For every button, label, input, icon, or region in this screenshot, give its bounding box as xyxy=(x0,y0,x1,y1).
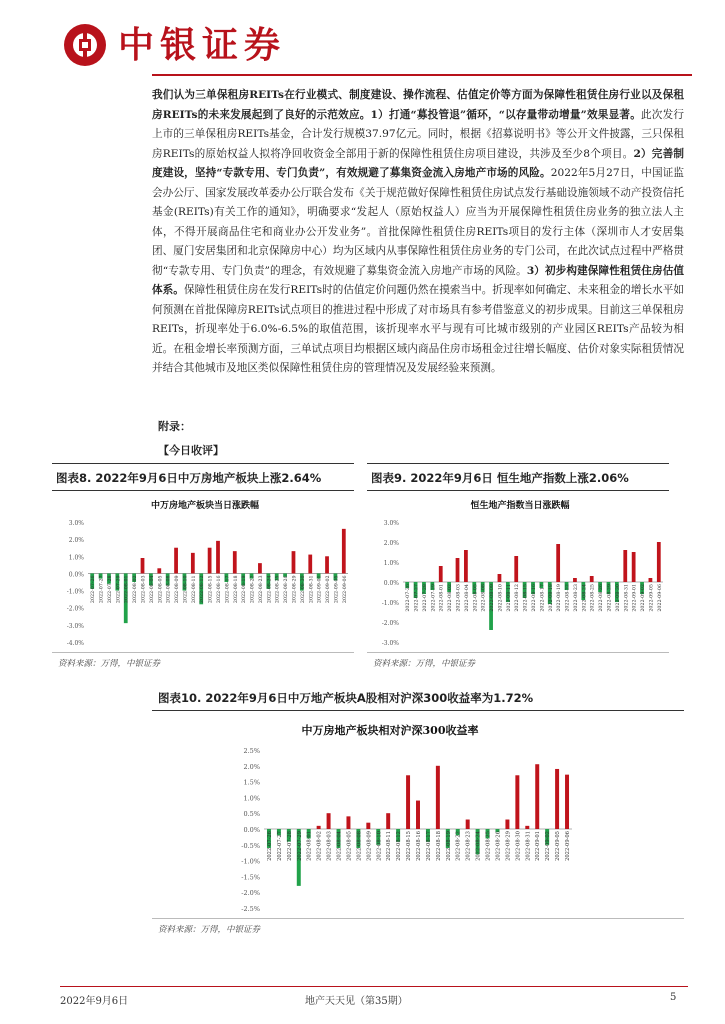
x-tick-label: 2022-08-23 xyxy=(258,575,264,604)
x-tick-label: 2022-08-01 xyxy=(439,584,445,612)
x-tick-label: 2022-08-29 xyxy=(607,584,613,612)
x-tick-label: 2022-08-30 xyxy=(515,831,522,861)
bar xyxy=(590,576,594,582)
x-tick-label: 2022-08-19 xyxy=(445,831,452,861)
x-tick-label: 2022-09-06 xyxy=(565,831,572,861)
x-tick-label: 2022-08-09 xyxy=(175,575,181,604)
fig10-source: 资料来源：万得，中银证券 xyxy=(158,925,261,935)
x-tick-label: 2022-08-11 xyxy=(506,584,512,612)
y-tick-label: -2.0% xyxy=(381,620,399,627)
bar xyxy=(632,552,636,582)
bar xyxy=(342,529,346,574)
x-tick-label: 2022-08-29 xyxy=(292,575,298,604)
x-tick-label: 2022-08-26 xyxy=(284,575,290,604)
fig10-title: 图表10. 2022年9月6日中万地产板块A股相对沪深300收益率为1.72% xyxy=(158,691,534,705)
x-tick-label: 2022-08-26 xyxy=(495,831,502,861)
y-tick-label: 1.5% xyxy=(243,778,260,787)
fig9-bottom-rule xyxy=(367,652,669,653)
x-tick-label: 2022-08-19 xyxy=(557,584,563,612)
chart-title: 中万房地产板块相对沪深300收益率 xyxy=(301,724,479,737)
x-tick-label: 2022-09-02 xyxy=(545,831,552,861)
x-tick-label: 2022-08-12 xyxy=(396,831,403,861)
y-tick-label: 0.0% xyxy=(68,571,84,579)
x-tick-label: 2022-07-29 xyxy=(431,584,437,612)
x-tick-label: 2022-08-04 xyxy=(464,584,470,612)
fig8-top-rule xyxy=(52,463,354,464)
y-tick-label: -1.0% xyxy=(66,588,84,596)
bar xyxy=(623,550,627,582)
x-tick-label: 2022-08-24 xyxy=(475,831,482,861)
fig8-title-rule xyxy=(52,490,354,491)
x-tick-label: 2022-08-08 xyxy=(481,584,487,612)
bar xyxy=(157,568,161,573)
x-tick-label: 2022-08-11 xyxy=(191,575,197,604)
fig10-bottom-rule xyxy=(152,918,684,919)
x-tick-label: 2022-08-10 xyxy=(498,584,504,612)
bar xyxy=(464,550,468,582)
x-tick-label: 2022-08-02 xyxy=(133,575,139,604)
fig9-chart xyxy=(371,494,669,650)
x-tick-label: 2022-07-27 xyxy=(99,575,105,604)
p3-text: 保障性租赁住房在发行REITs时的估值定价问题仍然在摸索当中。折现率如何确定、未来租金的增长水平如何预测在首批保障房REITs试点项目的推进过程中形成了对市场具有参考借鉴意义的初步成果。目前这三单保租房REITs，折现率处于6.0%-6.5%的取值范围，该折现率水平与现有可比城市级别的产业园区REITs产品较为相近。在租金增长率预测方面，三单试点项目均根据区域内商品住房市场租金过往增长幅度、估价对象实际租赁情况并结合其他城市及地区类似保障性租赁住房的管理情况及发展经验来预测。 xyxy=(152,284,685,374)
y-tick-label: -2.5% xyxy=(241,905,260,913)
bar xyxy=(555,769,559,829)
p3-bold-text: 3）初步构建保障性租赁住房估值体系。 xyxy=(152,264,684,296)
bank-logo-icon xyxy=(64,24,106,66)
x-tick-label: 2022-09-01 xyxy=(632,584,638,612)
x-tick-label: 2022-08-17 xyxy=(225,575,231,604)
x-tick-label: 2022-07-29 xyxy=(116,575,122,604)
bar xyxy=(346,816,350,829)
y-tick-label: 3.0% xyxy=(68,520,84,527)
bar xyxy=(466,820,470,829)
fig9-title: 图表9. 2022年9月6日 恒生地产指数上涨2.06% xyxy=(371,471,629,485)
bar xyxy=(416,801,420,829)
y-tick-label: -3.0% xyxy=(381,640,399,647)
y-tick-label: -0.5% xyxy=(241,841,260,850)
p2-text: 2022年5月27日，中国证监会办公厅、国家发展改革委办公厅联合发布《关于规范做好保障性租赁住房试点发行基础设施领域不动产投资信托基金(REITs)有关工作的通知》，明确要求“发起人（原始权益人）应当为开展保障性租赁住房业务的独立法人主体，不得开展商品住宅和商业办公开发业务”。首批保障性租赁住房REITs项目的发行主体（深圳市人才安居集团、厦门安居集团和北京保障房中心）均为区域内从事保障性租赁住房业务的专门公司，在此次试点过程中严格贯彻“专款专用、专门负责”的理念，有效规避了募集资金流入房地产市场的风险。 xyxy=(152,167,685,277)
x-tick-label: 2022-08-05 xyxy=(346,831,353,861)
x-tick-label: 2022-09-02 xyxy=(641,584,647,612)
y-tick-label: 2.0% xyxy=(243,762,260,771)
y-tick-label: -4.0% xyxy=(66,640,84,647)
x-tick-label: 2022-08-02 xyxy=(316,831,323,861)
fig8-source: 资料来源：万得，中银证券 xyxy=(58,659,161,669)
bar xyxy=(498,574,502,582)
y-tick-label: 0.5% xyxy=(243,810,260,819)
x-tick-label: 2022-08-16 xyxy=(217,575,222,604)
x-tick-label: 2022-09-06 xyxy=(657,584,663,612)
bar xyxy=(525,826,529,829)
x-tick-label: 2022-08-25 xyxy=(275,575,281,604)
y-tick-label: 2.0% xyxy=(383,540,399,547)
x-tick-label: 2022-08-23 xyxy=(465,831,472,861)
x-tick-label: 2022-08-22 xyxy=(250,575,256,604)
x-tick-label: 2022-08-17 xyxy=(425,831,432,861)
bar xyxy=(535,764,539,829)
body-paragraph xyxy=(152,86,684,379)
bar xyxy=(439,566,443,582)
bar xyxy=(436,766,440,829)
x-tick-label: 2022-07-26 xyxy=(266,831,273,861)
x-tick-label: 2022-08-03 xyxy=(456,584,462,612)
fig8-chart xyxy=(56,494,354,650)
x-tick-label: 2022-07-29 xyxy=(296,831,303,861)
x-tick-label: 2022-08-09 xyxy=(490,584,496,612)
bar xyxy=(191,553,195,574)
chart-title: 恒生地产指数当日涨跌幅 xyxy=(470,501,570,511)
x-tick-label: 2022-08-31 xyxy=(525,831,532,861)
x-tick-label: 2022-08-31 xyxy=(309,575,315,604)
bar xyxy=(317,826,321,829)
p1-text: 此次发行上市的三单保租房REITs基金，合计发行规模37.97亿元。同时，根据《招募说明书》等公开文件披露，三只保租房REITs的原始权益人拟将净回收资金全部用于新的保障性租赁住房项目建设，共涉及至少8个项目。 xyxy=(152,108,685,160)
y-tick-label: -2.0% xyxy=(66,605,84,613)
x-tick-label: 2022-08-16 xyxy=(416,831,422,861)
x-tick-label: 2022-09-01 xyxy=(535,831,542,861)
y-tick-label: -1.0% xyxy=(241,857,260,866)
fig8-bottom-rule xyxy=(52,652,354,653)
x-tick-label: 2022-09-02 xyxy=(326,575,332,604)
x-tick-label: 2022-08-01 xyxy=(306,831,313,861)
x-tick-label: 2022-08-22 xyxy=(455,831,462,861)
x-tick-label: 2022-08-22 xyxy=(565,584,571,612)
x-tick-label: 2022-08-05 xyxy=(158,575,164,604)
fig10-chart xyxy=(200,716,580,916)
y-tick-label: -2.0% xyxy=(241,889,260,898)
bar xyxy=(515,775,519,829)
bar xyxy=(233,551,237,573)
x-tick-label: 2022-08-18 xyxy=(548,584,554,612)
x-tick-label: 2022-07-28 xyxy=(286,831,293,861)
p2-bold-text: 2）完善制度建设，坚持“专款专用、专门负责”，有效规避了募集资金流入房地产市场的风险。 xyxy=(152,147,684,179)
y-tick-label: 2.0% xyxy=(68,537,84,545)
x-tick-label: 2022-08-15 xyxy=(208,575,214,604)
bar xyxy=(366,823,370,829)
x-tick-label: 2022-08-03 xyxy=(326,831,333,861)
fig9-title-rule xyxy=(367,490,669,491)
bar xyxy=(292,551,296,573)
x-tick-label: 2022-08-15 xyxy=(406,831,413,861)
bar xyxy=(174,548,178,574)
bar xyxy=(308,555,312,574)
x-tick-label: 2022-08-29 xyxy=(505,831,512,861)
brand-name: 中银证券 xyxy=(118,25,287,66)
x-tick-label: 2022-08-10 xyxy=(183,575,189,604)
x-tick-label: 2022-08-08 xyxy=(356,831,363,861)
x-tick-label: 2022-07-26 xyxy=(406,584,412,612)
footer-date: 2022年9月6日 xyxy=(60,996,129,1007)
y-tick-label: 1.0% xyxy=(243,794,260,803)
x-tick-label: 2022-08-16 xyxy=(532,584,537,612)
x-tick-label: 2022-08-31 xyxy=(624,584,630,612)
x-tick-label: 2022-07-28 xyxy=(107,575,113,604)
x-tick-label: 2022-09-05 xyxy=(555,831,562,861)
appendix-heading: 附录： xyxy=(158,420,191,433)
x-tick-label: 2022-08-17 xyxy=(540,584,546,612)
x-tick-label: 2022-07-28 xyxy=(422,584,428,612)
chart-title: 中万房地产板块当日涨跌幅 xyxy=(150,501,260,511)
x-tick-label: 2022-08-18 xyxy=(435,831,442,861)
x-tick-label: 2022-08-26 xyxy=(599,584,605,612)
p1-bold-text: 我们认为三单保租房REITs在行业模式、制度建设、操作流程、估值定价等方面为保障性租赁住房行业以及保租房REITs的未来发展起到了良好的示范效应。1）打通“募投管退”循环，“以存量带动增量”效果显著。 xyxy=(152,89,684,121)
x-tick-label: 2022-08-24 xyxy=(267,575,273,604)
page-number: 5 xyxy=(670,992,677,1003)
x-tick-label: 2022-08-04 xyxy=(149,575,155,604)
y-tick-label: 0.0% xyxy=(243,826,260,834)
x-tick-label: 2022-08-02 xyxy=(448,584,454,612)
x-tick-label: 2022-08-25 xyxy=(485,831,492,861)
bar xyxy=(327,813,331,829)
bar xyxy=(141,558,145,573)
x-tick-label: 2022-09-01 xyxy=(317,575,323,604)
fig9-top-rule xyxy=(367,463,669,464)
y-tick-label: -3.0% xyxy=(66,622,84,630)
bar xyxy=(556,544,560,582)
x-tick-label: 2022-07-27 xyxy=(414,584,420,612)
y-tick-label: 1.0% xyxy=(383,560,399,567)
bar xyxy=(216,541,220,574)
x-tick-label: 2022-08-11 xyxy=(386,831,393,861)
bar xyxy=(649,578,653,582)
x-tick-label: 2022-08-23 xyxy=(573,584,579,612)
x-tick-label: 2022-09-06 xyxy=(342,575,348,604)
x-tick-label: 2022-08-12 xyxy=(200,575,206,604)
fig9-source: 资料来源：万得，中银证券 xyxy=(373,659,476,669)
y-tick-label: 3.0% xyxy=(383,520,399,527)
bar xyxy=(565,775,569,829)
x-tick-label: 2022-08-15 xyxy=(523,584,529,612)
x-tick-label: 2022-08-05 xyxy=(473,584,479,612)
y-tick-label: 0.0% xyxy=(383,580,399,587)
fig10-title-rule xyxy=(152,710,684,711)
x-tick-label: 2022-08-25 xyxy=(590,584,596,612)
x-tick-label: 2022-08-08 xyxy=(166,575,172,604)
footer-title: 地产天天见（第35期） xyxy=(305,996,408,1007)
x-tick-label: 2022-08-01 xyxy=(124,575,130,604)
y-tick-label: -1.0% xyxy=(381,600,399,607)
x-tick-label: 2022-08-24 xyxy=(582,584,588,612)
y-tick-label: 2.5% xyxy=(243,747,260,755)
x-tick-label: 2022-08-12 xyxy=(515,584,521,612)
x-tick-label: 2022-08-04 xyxy=(336,831,343,861)
x-tick-label: 2022-07-26 xyxy=(91,575,97,604)
bar xyxy=(505,820,509,829)
fig8-title: 图表8. 2022年9月6日中万房地产板块上涨2.64% xyxy=(56,471,322,485)
bar xyxy=(514,556,518,582)
bar xyxy=(573,578,577,582)
x-tick-label: 2022-08-03 xyxy=(141,575,147,604)
x-tick-label: 2022-08-10 xyxy=(376,831,383,861)
bar xyxy=(456,558,460,582)
bar xyxy=(386,813,390,829)
x-tick-label: 2022-08-30 xyxy=(300,575,306,604)
x-tick-label: 2022-08-18 xyxy=(233,575,239,604)
x-tick-label: 2022-09-05 xyxy=(649,584,655,612)
footer-divider xyxy=(60,986,688,987)
x-tick-label: 2022-08-30 xyxy=(615,584,621,612)
y-tick-label: -1.5% xyxy=(241,873,260,882)
bar xyxy=(657,542,661,582)
bar xyxy=(406,775,410,829)
today-review-heading: 【今日收评】 xyxy=(158,444,224,457)
bar xyxy=(258,563,262,573)
bar xyxy=(325,556,329,573)
x-tick-label: 2022-07-27 xyxy=(276,831,283,861)
x-tick-label: 2022-08-09 xyxy=(366,831,373,861)
y-tick-label: 1.0% xyxy=(68,554,84,562)
header-divider xyxy=(152,74,692,76)
bar xyxy=(208,548,212,574)
x-tick-label: 2022-09-05 xyxy=(334,575,340,604)
x-tick-label: 2022-08-19 xyxy=(242,575,248,604)
